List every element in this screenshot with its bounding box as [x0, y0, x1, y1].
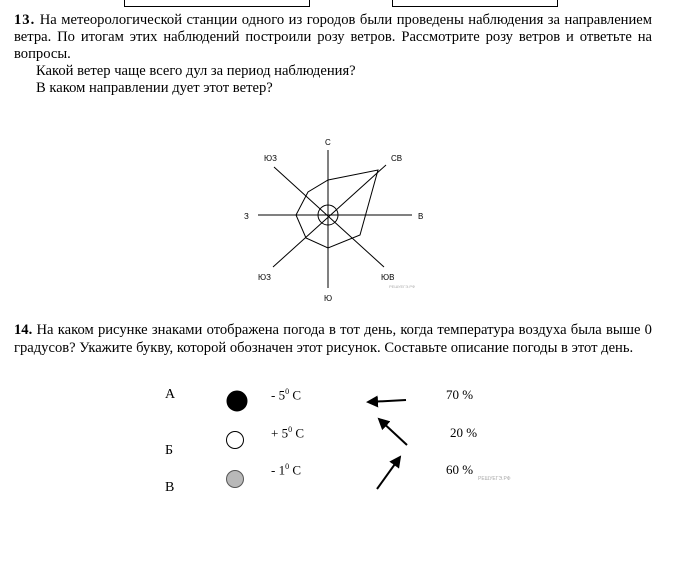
rose-label-north: С: [325, 138, 331, 147]
question-13-text: На метеорологической станции одного из городов были проведены наблюдения за направлением ветра. По итогам этих наблюдений построили розу ветров. Рассмотрите розу ветров и ответьте на вопросы.: [14, 12, 653, 62]
question-14-text: На каком рисунке знаками отображена погода в тот день, когда температура воздуха была выше 0 градусов? Укажите букву, которой обозначен этот рисунок. Составьте описание погоды в этот день.: [14, 322, 652, 356]
percent-b: 20 %: [450, 425, 478, 440]
rose-watermark: РЕШУЕГЭ.РФ: [389, 284, 416, 289]
percent-v: 60 %: [446, 462, 474, 477]
top-box-right: [392, 0, 558, 7]
question-14-number: 14.: [14, 322, 33, 338]
rose-label-southwest: ЮЗ: [258, 273, 271, 282]
question-13-q2: В каком направлении дует этот ветер?: [36, 80, 273, 96]
rose-label-east: В: [418, 212, 424, 221]
arrow-northwest-icon: [379, 419, 407, 445]
clear-circle-icon: [227, 432, 244, 449]
rose-label-northwest: ЮЗ: [264, 154, 277, 163]
arrow-northeast-icon: [377, 457, 400, 489]
wind-rose: [236, 130, 436, 310]
rose-label-west: З: [244, 212, 249, 221]
temp-v: - $1^0$ С: [271, 462, 302, 478]
option-letter-b: Б: [165, 443, 174, 458]
overcast-circle-icon: [227, 391, 247, 411]
rose-label-south: Ю: [324, 294, 333, 303]
cloudy-circle-icon: [227, 471, 244, 488]
rose-label-northeast: СВ: [391, 154, 403, 163]
q14-watermark: РЕШУЕГЭ.РФ: [478, 476, 511, 482]
temp-b: + $5^0$ С: [271, 425, 305, 441]
option-letter-a: А: [165, 387, 176, 402]
wind-arrows: [360, 385, 420, 495]
question-13-number: 13.: [14, 12, 36, 28]
top-box-left: [124, 0, 310, 7]
question-14: [14, 322, 652, 357]
rose-label-southeast: ЮВ: [381, 273, 395, 282]
cloud-symbols: [218, 385, 258, 495]
question-13-q1: Какой ветер чаще всего дул за период наблюдения?: [36, 63, 356, 79]
question-13: [14, 12, 652, 97]
percent-a: 70 %: [446, 387, 474, 402]
option-letter-v: В: [165, 480, 175, 495]
arrow-west-icon: [368, 400, 406, 402]
axis-ne-sw: [273, 165, 386, 267]
temp-a: - $5^0$ С: [271, 387, 302, 403]
